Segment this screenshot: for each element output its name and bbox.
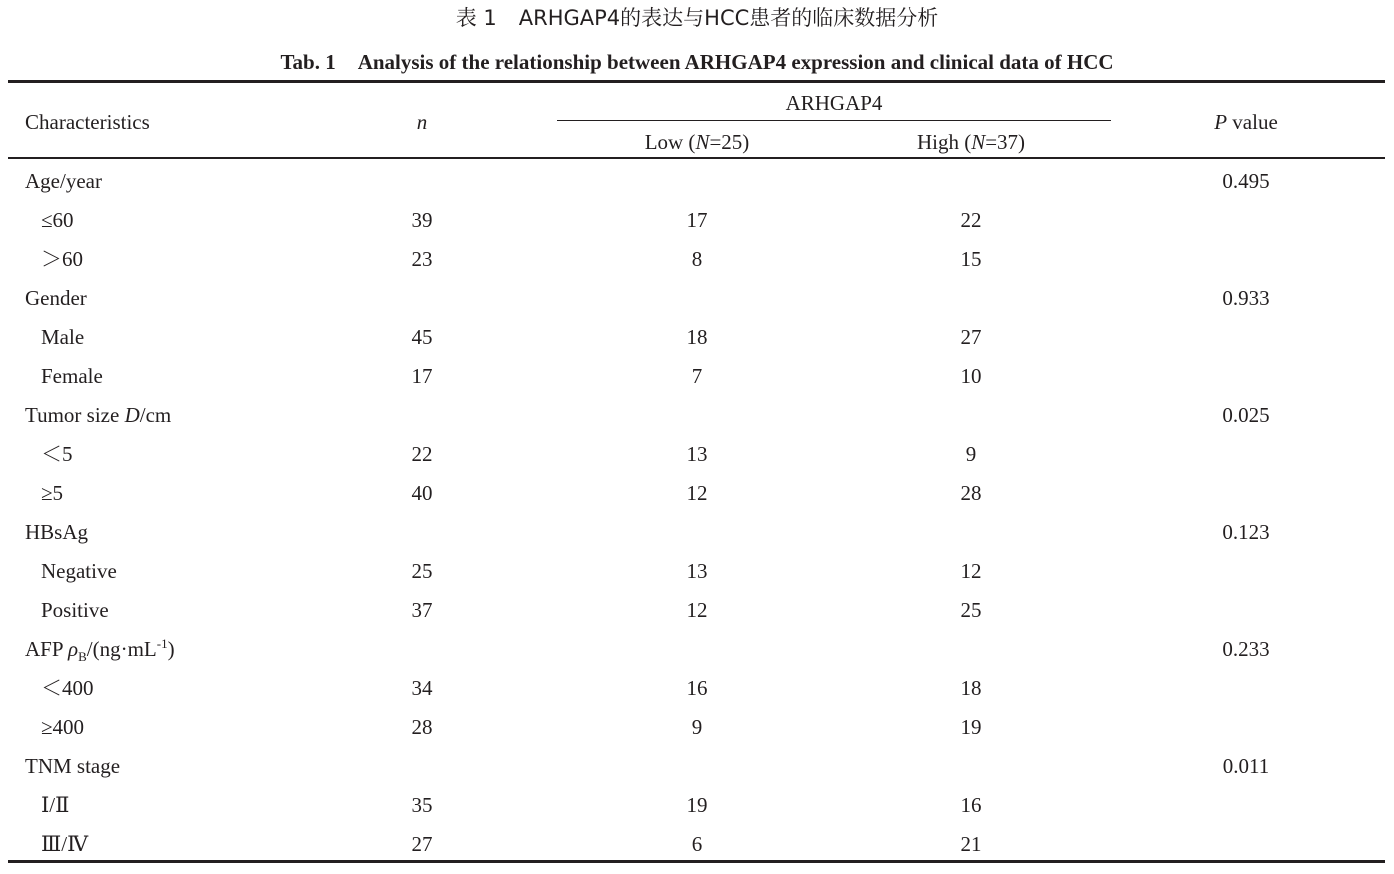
p-value: 0.025 xyxy=(1222,403,1270,427)
cell-high: 21 xyxy=(960,832,982,856)
group-label-var: D xyxy=(124,403,140,427)
row-label: Negative xyxy=(41,559,117,583)
cell-high: 27 xyxy=(960,325,982,349)
cell-high: 25 xyxy=(960,598,982,622)
header-high-suffix: =37) xyxy=(985,130,1026,154)
header-low-prefix: Low ( xyxy=(644,130,696,154)
cell-high: 18 xyxy=(960,676,982,700)
header-p-suffix: value xyxy=(1227,110,1278,134)
cell-low: 12 xyxy=(686,598,708,622)
group-label-suffix: ) xyxy=(167,637,175,661)
cell-low: 16 xyxy=(686,676,708,700)
header-characteristics: Characteristics xyxy=(25,110,150,134)
cell-low: 12 xyxy=(686,481,708,505)
cell-low: 6 xyxy=(691,832,703,856)
cell-high: 15 xyxy=(960,247,982,271)
cell-low: 17 xyxy=(686,208,708,232)
header-high-var: N xyxy=(971,130,986,154)
group-label-prefix: Tumor size xyxy=(25,403,125,427)
cell-n: 37 xyxy=(411,598,433,622)
p-value: 0.495 xyxy=(1222,169,1270,193)
cell-high: 28 xyxy=(960,481,982,505)
row-label: ＞60 xyxy=(41,247,83,271)
cell-low: 19 xyxy=(686,793,708,817)
cell-n: 25 xyxy=(411,559,433,583)
header-high-prefix: High ( xyxy=(916,130,972,154)
cell-low: 7 xyxy=(691,364,703,388)
cell-low: 8 xyxy=(691,247,703,271)
cell-n: 27 xyxy=(411,832,433,856)
row-label: ≤60 xyxy=(41,208,74,232)
row-label: Female xyxy=(41,364,103,388)
cell-high: 12 xyxy=(960,559,982,583)
group-label: TNM stage xyxy=(25,754,121,778)
cell-n: 39 xyxy=(411,208,433,232)
header-arhgap4: ARHGAP4 xyxy=(785,91,883,115)
cell-low: 13 xyxy=(686,442,708,466)
group-label: HBsAg xyxy=(25,520,89,544)
cell-high: 9 xyxy=(965,442,977,466)
group-label: Gender xyxy=(25,286,87,310)
header-low-suffix: =25) xyxy=(709,130,750,154)
group-label xyxy=(25,401,171,429)
header-n: n xyxy=(416,110,428,134)
cell-high: 19 xyxy=(960,715,982,739)
row-label: Male xyxy=(41,325,85,349)
p-value: 0.933 xyxy=(1222,286,1270,310)
cell-n: 23 xyxy=(411,247,433,271)
table-number-en: Tab. 1 xyxy=(280,50,336,74)
header-p-var: P xyxy=(1214,110,1228,134)
row-label: ≥400 xyxy=(41,715,85,739)
cell-low: 9 xyxy=(691,715,703,739)
group-label-var: ρ xyxy=(68,637,79,661)
table-title-en: Analysis of the relationship between ARHGAP4 expression and clinical data of HCC xyxy=(357,50,1114,74)
group-label xyxy=(25,635,175,663)
row-label: ＜5 xyxy=(41,442,73,466)
group-label-subscript: B xyxy=(78,649,87,665)
row-label: Positive xyxy=(41,598,109,622)
cell-n: 17 xyxy=(411,364,433,388)
cell-n: 35 xyxy=(411,793,433,817)
group-label-prefix: AFP xyxy=(25,637,68,661)
p-value: 0.011 xyxy=(1222,754,1270,778)
cell-high: 10 xyxy=(960,364,982,388)
table-number-cn: 表 1 xyxy=(455,6,497,30)
cell-low: 18 xyxy=(686,325,708,349)
cell-high: 22 xyxy=(960,208,982,232)
p-value: 0.123 xyxy=(1222,520,1270,544)
row-label: ＜400 xyxy=(41,676,94,700)
cell-n: 28 xyxy=(411,715,433,739)
group-label: Age/year xyxy=(25,169,102,193)
group-label-superscript: -1 xyxy=(156,636,168,651)
group-label-suffix: /cm xyxy=(139,403,172,427)
cell-high: 16 xyxy=(960,793,982,817)
row-label: Ⅰ/Ⅱ xyxy=(41,793,70,817)
cell-n: 40 xyxy=(411,481,433,505)
cell-n: 34 xyxy=(411,676,433,700)
cell-n: 22 xyxy=(411,442,433,466)
group-label-mid: /(ng·mL xyxy=(86,637,157,661)
row-label: Ⅲ/Ⅳ xyxy=(41,832,89,856)
p-value: 0.233 xyxy=(1222,637,1270,661)
header-low-var: N xyxy=(695,130,710,154)
cell-n: 45 xyxy=(411,325,433,349)
cell-low: 13 xyxy=(686,559,708,583)
row-label: ≥5 xyxy=(41,481,64,505)
table-title-cn: ARHGAP4的表达与HCC患者的临床数据分析 xyxy=(518,6,939,30)
